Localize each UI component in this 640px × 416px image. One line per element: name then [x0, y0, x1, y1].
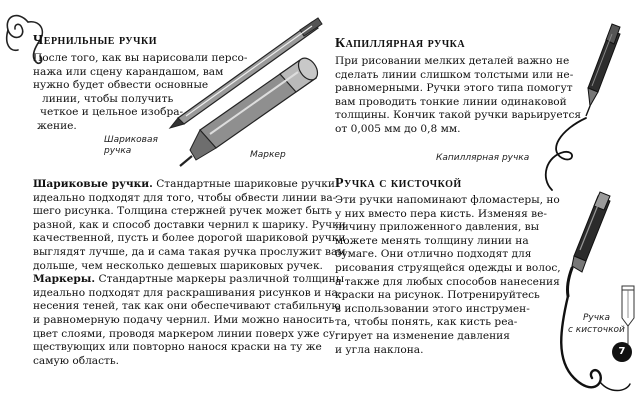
page-number: 7: [618, 346, 626, 357]
body-line: идеально подходят для раскрашивания рисунков и на-: [33, 286, 342, 299]
section-title-brush-pen: Ручка с кисточкой: [335, 176, 462, 191]
body-line: несения теней, так как они обеспечивают стабильную: [33, 300, 341, 313]
body-line: четкое и цельное изобра-: [40, 106, 184, 119]
body-line: можете менять толщину линии на: [335, 234, 529, 247]
body-line: та, чтобы понять, как кисть реа-: [335, 316, 518, 329]
body-line: [33, 178, 346, 192]
body-line: у них вместо пера кисть. Изменяя ве-: [335, 207, 547, 220]
body-line: и равномерную подачу чернил. Ими можно наносить: [33, 313, 335, 326]
section-title-ink-pens: Чернильные ручки: [33, 33, 158, 48]
body-line: самую область.: [33, 354, 120, 367]
section-body-ink-pens: [33, 52, 247, 134]
body-line: рисования струящейся одежды и волос,: [335, 261, 561, 274]
body-line: цвет слоями, проводя маркером линии поверх уже су-: [33, 327, 339, 340]
body-line: личину приложенного давления, вы: [335, 221, 540, 234]
body-line: в использовании этого инструмен-: [335, 302, 530, 315]
lead-ballpoint: Шариковые ручки.: [33, 178, 153, 190]
body-line: выглядят лучше, да и сама такая ручка прослужит вам: [33, 245, 346, 258]
caption-brush: [568, 312, 625, 336]
lead-rest: Стандартные маркеры различной толщины: [95, 273, 345, 286]
lead-markers: Маркеры.: [33, 273, 96, 286]
body-line: Эти ручки напоминают фломастеры, но: [335, 194, 560, 206]
section-body-capillary-pen: [335, 55, 581, 137]
body-line: гирует на изменение давления: [335, 329, 510, 342]
section-body-brush-pen: [335, 194, 561, 357]
body-line: нажа или сцену карандашом, вам: [33, 65, 224, 78]
lead-rest: Стандартные шариковые ручки: [152, 178, 335, 190]
body-line: толщины. Кончик такой ручки варьируется: [335, 109, 582, 122]
body-line: нужно будет обвести основные: [33, 79, 209, 92]
body-line: дольше, чем несколько дешевых шариковых ручек.: [33, 259, 323, 272]
section-body-ballpoint-markers: [33, 178, 346, 368]
caption-marker: Маркер: [250, 150, 286, 160]
body-line: ществующих или повторно нанося краски на ту же: [33, 341, 322, 354]
section-title-capillary-pen: Капиллярная ручка: [335, 36, 466, 51]
body-line: краски на рисунок. Потренируйтесь: [335, 289, 540, 302]
body-line: и угла наклона.: [335, 343, 424, 356]
body-line: [33, 273, 346, 287]
body-line: линии, чтобы получить: [42, 92, 174, 105]
body-line: После того, как вы нарисовали персо-: [33, 52, 248, 64]
body-line: При рисовании мелких деталей важно не: [335, 55, 570, 67]
body-line: а также для любых способов нанесения: [335, 275, 560, 288]
caption-line: Шариковая: [104, 135, 158, 145]
caption-ballpoint: [104, 135, 158, 157]
body-line: равномерными. Ручки этого типа помогут: [335, 82, 573, 95]
caption-line: с кисточкой: [568, 325, 625, 335]
body-line: жение.: [37, 119, 77, 132]
body-line: идеально подходят для того, чтобы обвести линии ва-: [33, 191, 337, 204]
body-line: от 0,005 мм до 0,8 мм.: [335, 122, 461, 135]
caption-line: ручка: [104, 146, 132, 156]
caption-line: Ручка: [582, 313, 610, 323]
body-line: качественной, пусть и более дорогой шариковой ручки: [33, 232, 346, 245]
body-line: разной, как и способ доставки чернил к шарику. Ручки: [33, 218, 346, 231]
caption-capillary: Капиллярная ручка: [436, 153, 530, 163]
body-line: сделать линии слишком толстыми или не-: [335, 68, 574, 81]
body-line: вам проводить тонкие линии одинаковой: [335, 95, 567, 108]
body-line: шего рисунка. Толщина стержней ручек может быть: [33, 205, 332, 218]
body-line: бумаге. Они отлично подходят для: [335, 248, 532, 261]
